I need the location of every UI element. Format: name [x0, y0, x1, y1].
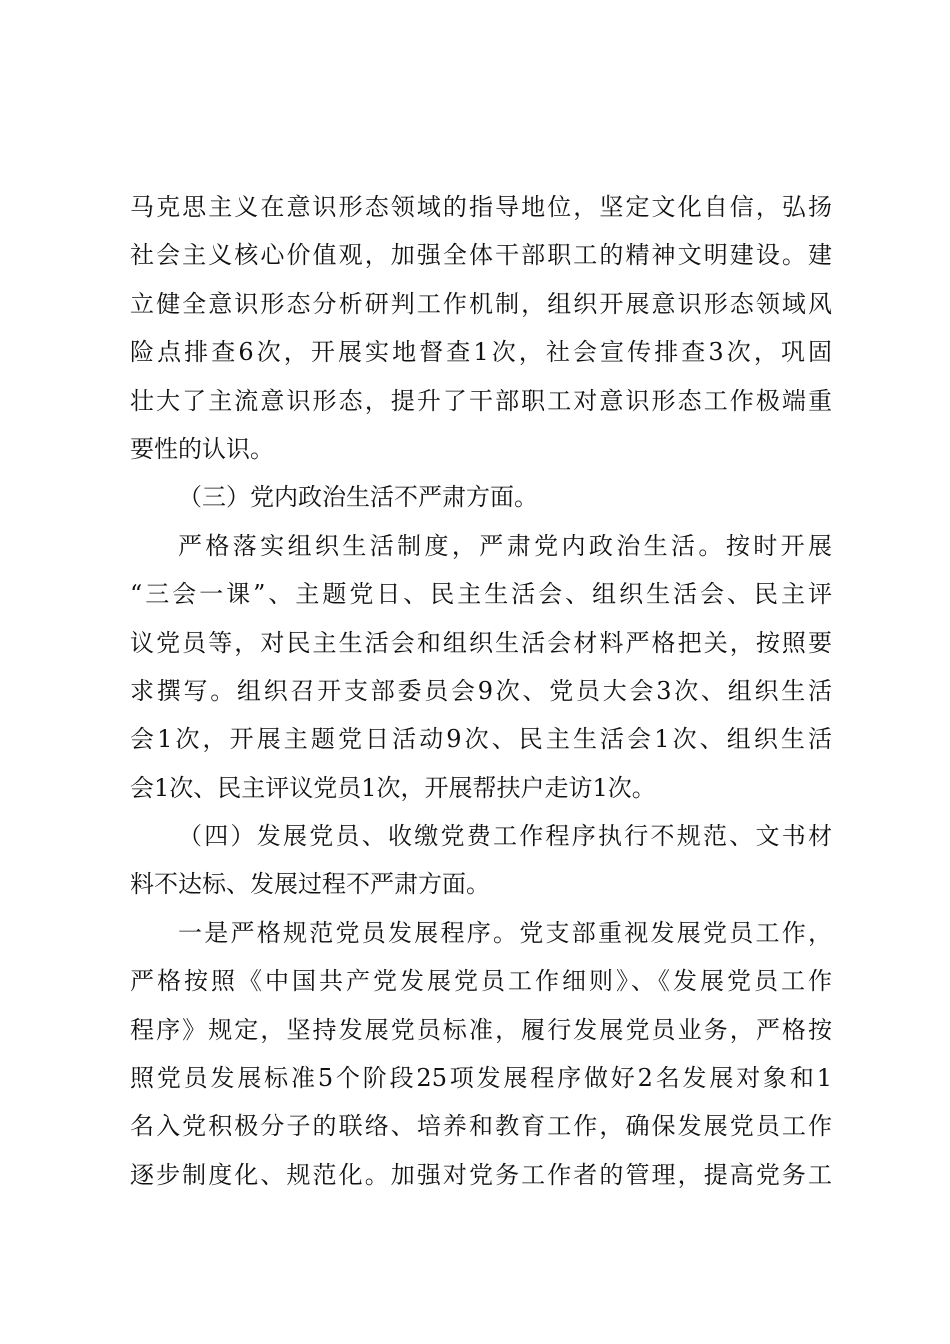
paragraph-line: 照党员发展标准5个阶段25项发展程序做好2名发展对象和1 — [130, 1064, 832, 1093]
paragraph-line: “三会一课”、主题党日、民主生活会、组织生活会、民主评 — [130, 580, 832, 609]
paragraph-line: 一是严格规范党员发展程序。党支部重视发展党员工作， — [178, 918, 832, 947]
paragraph-line: 要性的认识。 — [130, 434, 274, 463]
paragraph-line: 壮大了主流意识形态，提升了干部职工对意识形态工作极端重 — [130, 386, 832, 415]
section-heading: 料不达标、发展过程不严肃方面。 — [130, 870, 490, 899]
section-heading: （四）发展党员、收缴党费工作程序执行不规范、文书材 — [178, 822, 832, 851]
paragraph-line: 严格按照《中国共产党发展党员工作细则》、《发展党员工作 — [130, 967, 832, 996]
paragraph-line: 马克思主义在意识形态领域的指导地位，坚定文化自信，弘扬 — [130, 193, 832, 221]
paragraph-line: 险点排查6次，开展实地督查1次，社会宣传排查3次，巩固 — [130, 338, 832, 367]
paragraph-line: 求撰写。组织召开支部委员会9次、党员大会3次、组织生活 — [130, 676, 832, 705]
paragraph-line: 会1次，开展主题党日活动9次、民主生活会1次、组织生活 — [130, 725, 832, 754]
paragraph-line: 议党员等，对民主生活会和组织生活会材料严格把关，按照要 — [130, 628, 832, 657]
paragraph-line: 逐步制度化、规范化。加强对党务工作者的管理，提高党务工 — [130, 1160, 832, 1189]
paragraph-line: 社会主义核心价值观，加强全体干部职工的精神文明建设。建 — [130, 241, 832, 270]
paragraph-line: 名入党积极分子的联络、培养和教育工作，确保发展党员工作 — [130, 1112, 832, 1141]
paragraph-line: 程序》规定，坚持发展党员标准，履行发展党员业务，严格按 — [130, 1015, 832, 1044]
paragraph-line: 会1次、民主评议党员1次，开展帮扶户走访1次。 — [130, 773, 656, 802]
section-heading: （三）党内政治生活不严肃方面。 — [178, 483, 538, 512]
paragraph-line: 立健全意识形态分析研判工作机制，组织开展意识形态领域风 — [130, 289, 832, 318]
paragraph-line: 严格落实组织生活制度，严肃党内政治生活。按时开展 — [178, 531, 832, 560]
document-body — [130, 183, 832, 1199]
